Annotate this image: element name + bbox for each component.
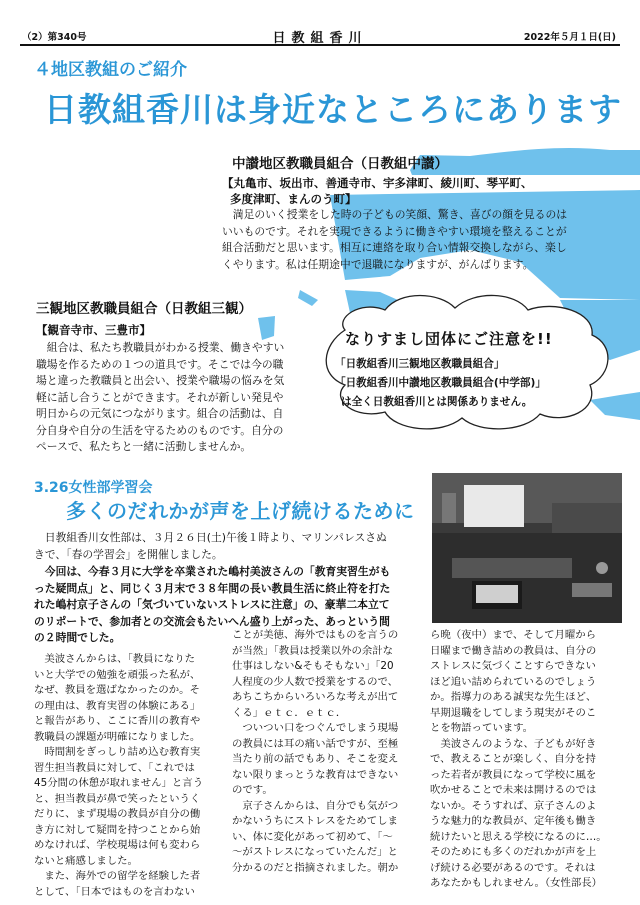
chusan-body: 満足のいく授業をした時の子どもの笑顔、驚き、喜びの顔を見るのは いいものです。それを実現できるように働きやすい環境を整えることが 組合活動だと思います。相互に連絡を取り合い情報交換しながら、楽し くやります。私は任期途中で退職になりますが、がんばります。: [222, 208, 568, 271]
column-line: あちこちからいろいろな考えが出て: [232, 691, 399, 703]
column-line: か。指導力のある誠実な先生ほど、: [430, 691, 597, 703]
column-line: ないか。そうすれば、京子さんのよ: [430, 799, 597, 812]
column-line: い、体に変化があって初めて、「～: [232, 830, 393, 843]
column-line: いと大学での勉強を頑張った私が、: [34, 668, 201, 681]
column-3: [430, 628, 622, 892]
column-line: そのためにも多くのだれかが声を上: [430, 846, 597, 858]
issue-number: （2）第340号: [22, 32, 87, 43]
column-line: 教職員の課題が明確になりました。: [34, 730, 201, 743]
section1-subtitle: ４地区教組のご紹介: [34, 60, 187, 80]
column-2: [232, 628, 424, 876]
column-line: 早期退職をしてしまう現実がそのこ: [430, 706, 597, 719]
column-line: 美波さんからは、「教員になりた: [34, 653, 196, 665]
column-line: ないと痛感しました。: [34, 854, 138, 867]
column-line: 人程度の少人数で授業をするので、: [232, 675, 399, 688]
column-line: の教員には耳の痛い話ですが、至極: [232, 737, 399, 750]
column-line: あなたかもしれません。（女性部長）: [430, 877, 603, 889]
column-line: ～がストレスになっていたんだ」と: [232, 846, 398, 858]
column-line: うな魅力的な教員が、定年後も働き: [430, 815, 597, 827]
column-line: げ続ける必要があるのです。それは: [430, 861, 596, 874]
column-line: ら晩（夜中）まで、そして月曜から: [430, 629, 597, 641]
intro-highlight: 今回は、今春３月に大学を卒業された嶋村美波さんの「教育実習生がも った疑問点」と、同じく３月末で３８年間の長い教員生活に終止符を打た れた嶋村京子さんの「気づいていないストレスに注意」の、豪華二本立て のリポートで、参加者との交流会もたいへん盛り上がった、あっという間 の２時間でした。: [34, 565, 391, 644]
column-line: と、担当教員が鼻で笑ったというく: [34, 792, 201, 805]
column-line: った若者が教員になって学校に風を: [430, 768, 597, 781]
sankan-body: 組合は、私たち教職員がわかる授業、働きやすい 職場を作るための１つの道具です。そこでは今の職 場と違った教職員と出会い、授業や職場の悩みを気 軽に話し合うことができます。それが新しい発見や 明日からの元気につながります。組合の活動は、自 分自身や自分の生活を守るためのものです。自分の ペースで、私たちと一緒に活動しませんか。: [36, 341, 285, 453]
column-line: 京子さんからは、自分でも気がつ: [232, 799, 399, 812]
warning-line: 「日教組香川三観地区教職員組合」: [335, 358, 505, 370]
column-line: だりに、まず現場の教員が自分の働: [34, 808, 201, 820]
column-line: 45分間の休憩が取れません」と言う: [34, 777, 204, 789]
section2-subtitle: 3.26女性部学習会: [34, 480, 153, 496]
sankan-areas: 【観音寺市、三豊市】: [36, 323, 151, 337]
column-line: と報告があり、ここに香川の教育や: [34, 715, 201, 727]
column-1: [34, 652, 226, 900]
section2-title: 多くのだれかが声を上げ続けるために: [66, 499, 415, 523]
column-line: 日曜まで働き詰めの教員は、自分の: [430, 644, 597, 657]
column-line: ストレスに気づくことすらできない: [430, 660, 596, 672]
column-line: かないうちにストレスをためてしま: [232, 815, 398, 827]
column-line: 習生担当教員に対して、「これでは: [34, 761, 195, 774]
intro-paragraph: 日教組香川女性部は、３月２６日(土)午後１時より、マリンパレスさぬ きで、「春の学習会」を開催しました。: [34, 531, 387, 561]
chusan-name: 中讃地区教職員組合（日教組中讃）: [232, 156, 448, 172]
chusan-block: [222, 152, 622, 273]
column-line: 続けたいと思える学校になるのに…。: [430, 830, 607, 843]
column-line: ことが美徳、海外ではものを言うの: [232, 629, 399, 641]
column-line: ない限りまっとうな教育はできない: [232, 768, 399, 781]
warning-notice: [335, 328, 585, 412]
meeting-photo: [432, 473, 622, 623]
warning-title: なりすまし団体にご注意を!!: [345, 330, 553, 348]
column-line: として、「日本ではものを言わない: [34, 885, 195, 898]
sankan-block: [36, 297, 306, 456]
column-line: くる」ｅｔｃ．ｅｔｃ．: [232, 706, 347, 719]
column-line: の理由は、教育実習の体験にある」: [34, 699, 201, 712]
warning-line: は全く日教組香川とは関係ありません。: [341, 396, 533, 408]
column-line: き方に対して疑問を持つことから始: [34, 823, 201, 836]
issue-date: 2022年５月１日(日): [523, 32, 616, 43]
column-line: 吹かせることで未来は開けるのでは: [430, 784, 597, 796]
column-line: また、海外での留学を経験した者: [34, 870, 201, 882]
section1-title: 日教組香川は身近なところにあります: [44, 90, 622, 129]
newsletter-title: 日教組香川: [272, 31, 368, 46]
column-line: 仕事はしない&そもそもない」「20: [232, 660, 394, 672]
warning-line: 「日教組香川中讃地区教職員組合(中学部)」: [335, 377, 546, 389]
column-line: めなければ、学校現場は何も変わら: [34, 839, 201, 851]
column-line: で、教えることが楽しく、自分を持: [430, 753, 596, 765]
column-line: 美波さんのような、子どもが好き: [430, 737, 597, 750]
column-line: なぜ、教員を選ばなかったのか。そ: [34, 684, 200, 696]
column-line: 分かるのだと指摘されました。朝か: [232, 861, 399, 874]
chusan-areas: 【丸亀市、坂出市、善通寺市、宇多津町、綾川町、琴平町、 多度津町、まんのう町】: [222, 176, 533, 206]
column-line: とを物語っています。: [430, 722, 534, 734]
column-line: のです。: [232, 784, 273, 796]
column-line: 時間割をぎっしり詰め込む教育実: [34, 746, 201, 758]
column-line: 当たり前の話でもあり、そこを変え: [232, 753, 399, 765]
column-line: ついつい口をつぐんでしまう現場: [232, 722, 399, 734]
column-line: ほど追い詰められているのでしょう: [430, 675, 597, 688]
column-line: が当然」「教員は授業以外の余計な: [232, 644, 394, 657]
sankan-name: 三観地区教職員組合（日教組三観）: [36, 301, 252, 317]
